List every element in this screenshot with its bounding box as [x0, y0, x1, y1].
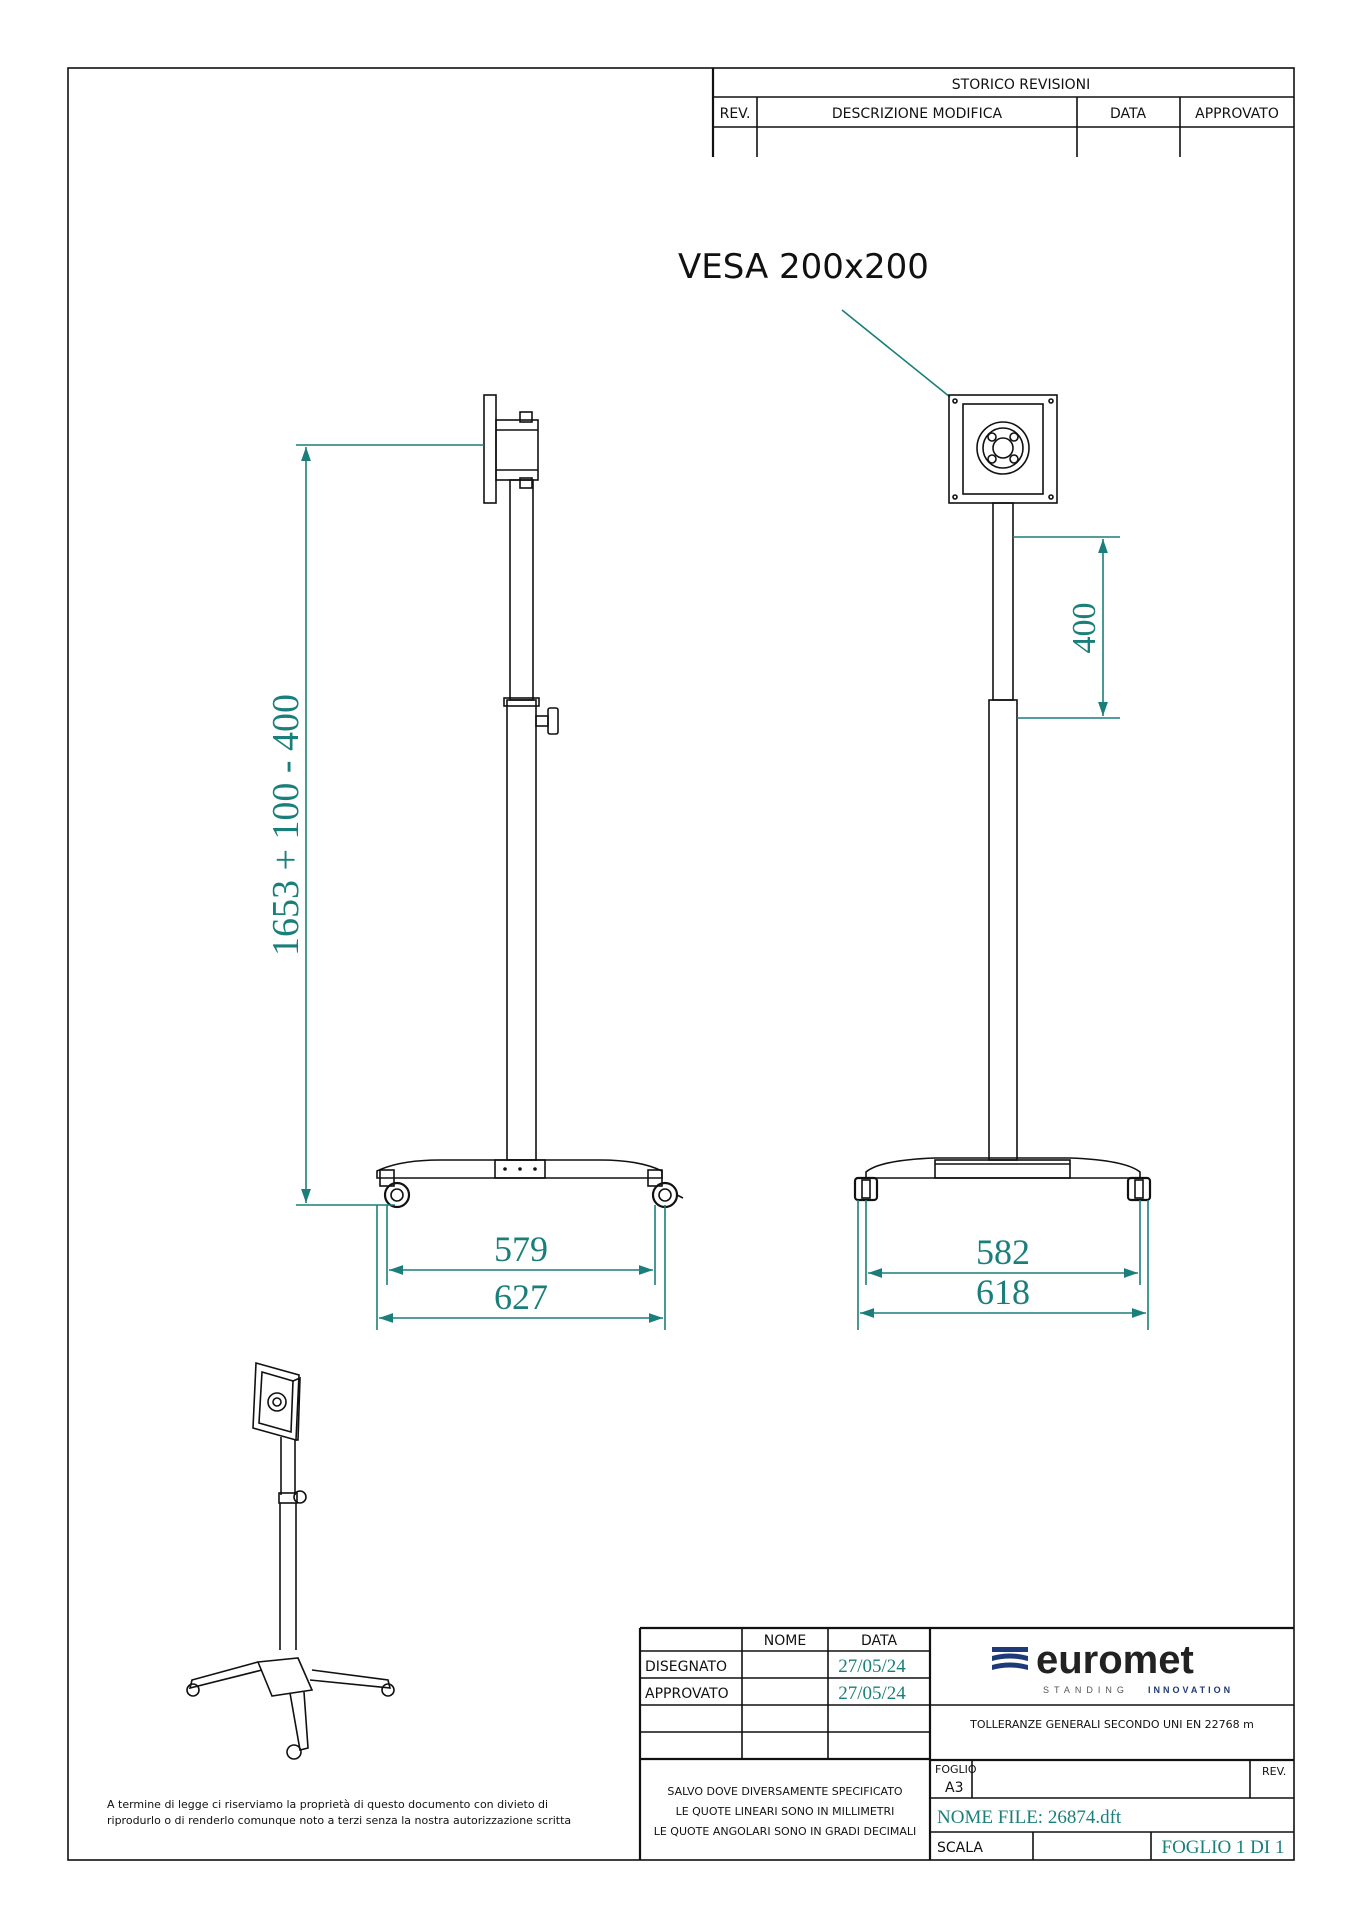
front-wheel-right	[1128, 1178, 1150, 1200]
title-note-line3: LE QUOTE ANGOLARI SONO IN GRADI DECIMALI	[653, 1825, 917, 1838]
title-foglio-label: FOGLIO	[935, 1763, 977, 1776]
dimension-side-outer-label: 627	[494, 1277, 548, 1317]
title-block	[640, 1628, 1294, 1860]
vesa-callout-label: VESA 200x200	[678, 247, 929, 287]
title-col-nome: NOME	[763, 1633, 807, 1649]
front-vesa-plate	[949, 395, 1057, 503]
revision-header-descrizione: DESCRIZIONE MODIFICA	[831, 106, 1003, 122]
front-wheel-left	[855, 1178, 877, 1200]
revision-table-title: STORICO REVISIONI	[951, 77, 1091, 93]
dimension-side-widths	[377, 1205, 665, 1330]
legal-notice-line1: A termine di legge ci riserviamo la proprietà di questo documento con divieto di	[107, 1798, 549, 1811]
front-lower-pole	[989, 700, 1017, 1160]
isometric-view-stand	[187, 1363, 394, 1759]
vesa-leader-line	[842, 310, 950, 397]
side-upper-pole	[510, 480, 533, 700]
legal-notice-line2: riprodurlo o di renderlo comunque noto a terzi senza la nostra autorizzazione scritta	[107, 1814, 572, 1827]
title-row-disegnato: DISEGNATO	[645, 1659, 728, 1675]
revision-header-data: DATA	[1109, 106, 1147, 122]
title-tolerances: TOLLERANZE GENERALI SECONDO UNI EN 22768 m	[970, 1718, 1254, 1731]
title-scala-label: SCALA	[937, 1840, 983, 1856]
dimension-height-label: 1653 + 100 - 400	[265, 693, 307, 957]
title-note-line1: SALVO DOVE DIVERSAMENTE SPECIFICATO	[667, 1785, 903, 1798]
title-date-approvato: 27/05/24	[838, 1683, 906, 1704]
dimension-extension-label: 400	[1066, 602, 1103, 654]
title-sheet-number: FOGLIO 1 DI 1	[1161, 1837, 1285, 1858]
revision-header-rev: REV.	[719, 106, 751, 122]
side-wheel-left	[380, 1170, 409, 1207]
dimension-front-outer-label: 618	[976, 1272, 1030, 1312]
side-vesa-plate	[484, 395, 496, 503]
side-height-knob	[536, 708, 558, 734]
revision-history-table	[713, 68, 1294, 157]
title-file-name: NOME FILE: 26874.dft	[937, 1807, 1122, 1828]
title-rev-label: REV.	[1262, 1765, 1287, 1778]
brand-name: euromet	[1036, 1638, 1194, 1682]
title-foglio-value: A3	[945, 1780, 964, 1796]
dimension-front-widths	[858, 1200, 1148, 1330]
sheet-border	[68, 68, 1294, 1860]
euromet-logo	[992, 1638, 1233, 1695]
front-view-stand	[855, 395, 1150, 1200]
title-note-line2: LE QUOTE LINEARI SONO IN MILLIMETRI	[675, 1805, 895, 1818]
revision-header-approvato: APPROVATO	[1195, 106, 1279, 122]
title-row-approvato: APPROVATO	[645, 1686, 729, 1702]
dimension-side-inner-label: 579	[494, 1229, 548, 1269]
side-wheel-right	[648, 1170, 683, 1207]
title-date-disegnato: 27/05/24	[838, 1656, 906, 1677]
front-upper-pole	[993, 503, 1013, 700]
brand-tagline-innovation: INNOVATION	[1148, 1685, 1234, 1695]
legal-notice	[107, 1797, 627, 1829]
front-base	[866, 1158, 1140, 1178]
side-view-stand	[377, 395, 683, 1207]
side-lower-pole	[507, 700, 536, 1160]
dimension-height	[265, 445, 484, 1205]
dimension-extension	[1013, 537, 1120, 718]
brand-tagline-standing: STANDING	[1043, 1685, 1129, 1695]
dimension-front-inner-label: 582	[976, 1232, 1030, 1272]
title-col-data: DATA	[860, 1633, 898, 1649]
